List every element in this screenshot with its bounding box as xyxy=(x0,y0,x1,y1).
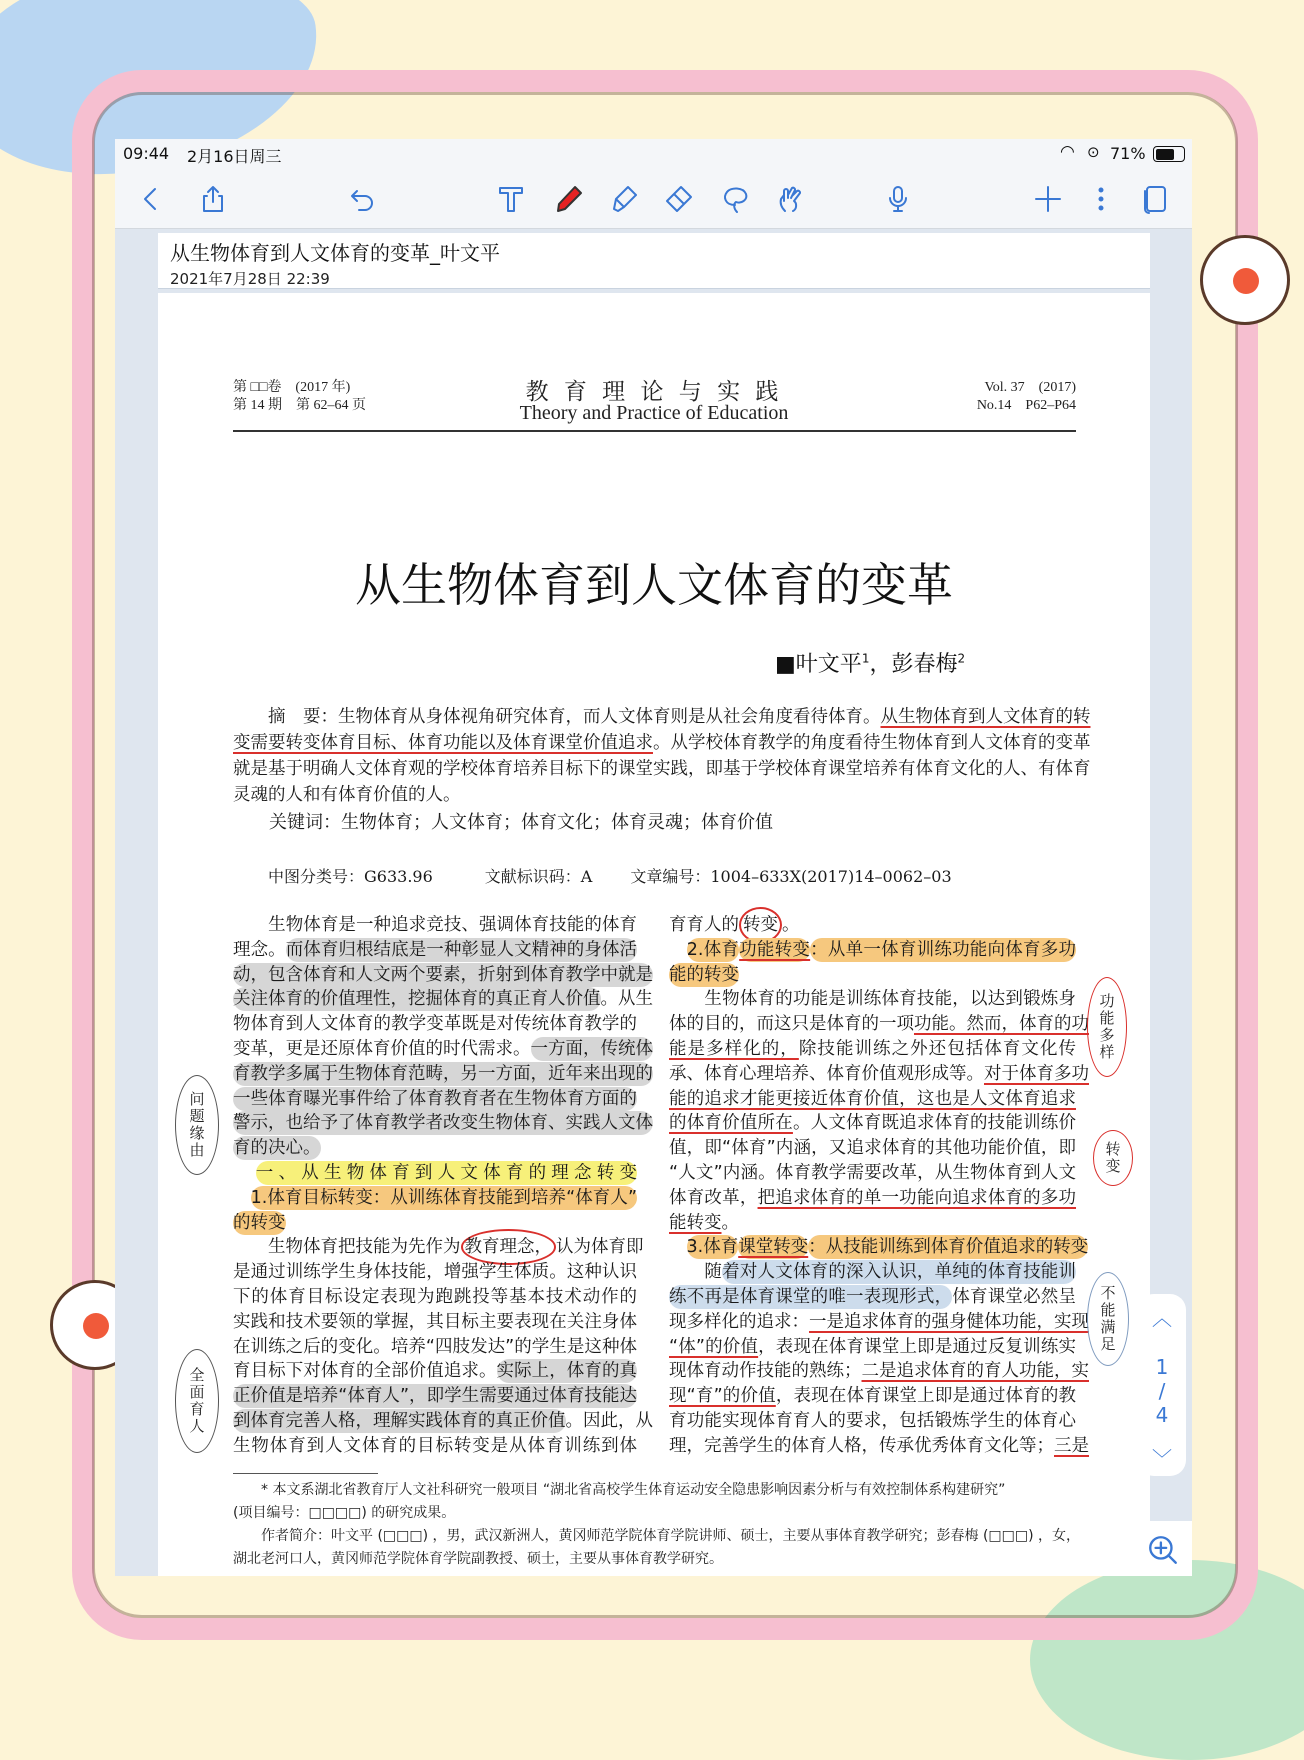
document-code: 文献标识码：A xyxy=(484,867,593,886)
text-segment: 在训练之后的变化。培养“四肢发达”的学生是这种体 xyxy=(233,1336,637,1357)
text-line xyxy=(233,1037,653,1062)
text-line xyxy=(669,913,1076,938)
text-segment: 物体育到人文体育的教学变革既是对传统体育教学的 xyxy=(233,1014,637,1035)
classification xyxy=(268,864,952,887)
text-line xyxy=(233,1384,637,1409)
text-segment: 现多样化的追求： xyxy=(669,1311,809,1332)
text-segment xyxy=(233,1162,256,1184)
footnote xyxy=(233,1479,1083,1571)
page-indicator xyxy=(1138,1294,1186,1476)
text-line xyxy=(233,704,1091,730)
text-line xyxy=(233,782,1076,808)
margin-note: 不能满足 xyxy=(1087,1272,1129,1366)
highlighted-text: 到体育完善人格，理解实践体育的真正价值 xyxy=(233,1411,566,1431)
margin-note: 全面育人 xyxy=(175,1349,219,1453)
underlined-text: “体”的价值 xyxy=(669,1336,759,1357)
text-segment: 。 xyxy=(721,1212,739,1233)
text-line xyxy=(669,1409,1076,1434)
author-affiliation: 2 xyxy=(957,651,966,666)
margin-note: 问题缘由 xyxy=(175,1075,219,1175)
text-segment xyxy=(669,1236,687,1258)
text-segment: 理念。 xyxy=(233,939,286,960)
text-segment: 育功能实现体育育人的要求，包括锻炼学生的体育心 xyxy=(669,1411,1076,1431)
text-segment: 承、体育心理培养、体育价值观形成等。 xyxy=(669,1063,984,1084)
journal-vol: Vol. 37 (2017) xyxy=(984,380,1076,395)
text-line xyxy=(233,1161,637,1186)
footnote-line: 作者简介：叶文平 (□□□) ，男，武汉新洲人，黄冈师范学院体育学院讲师、硕士，主要从事体育教学研究；彭春梅 (□□□) ，女， xyxy=(233,1528,1081,1544)
text-segment: 生物体育的功能是训练体育技能，以达到锻炼身 xyxy=(669,989,1076,1010)
battery-icon xyxy=(1153,146,1185,162)
underlined-text: 能的追求才能更接近体育价值，这也是人文体育追求 xyxy=(669,1088,1076,1109)
journal-volume: 第 □□卷 (2017 年) xyxy=(233,380,351,395)
text-line xyxy=(669,1335,1076,1360)
text-line xyxy=(233,1434,637,1459)
underlined-text: 一是追求体育的强身健体功能，实现 xyxy=(809,1311,1089,1332)
highlighted-text: 2.体育 xyxy=(686,939,740,960)
author-name: 叶文平 xyxy=(795,652,862,677)
highlighted-text: 实际上，体育的真 xyxy=(496,1361,638,1382)
highlighted-text: 育教学多属于生物体育范畴，另一方面，近年来出现的 xyxy=(233,1063,653,1084)
highlighted-text: 3.体育 xyxy=(686,1237,739,1258)
footnote-line: (项目编号：□□□□) 的研究成果。 xyxy=(233,1505,456,1521)
page-separator: / xyxy=(1158,1379,1166,1403)
text-line xyxy=(669,1359,1089,1384)
text-line xyxy=(233,1409,653,1434)
text-line xyxy=(669,938,1076,963)
text-line xyxy=(669,1384,1076,1409)
text-segment: 认为体育即 xyxy=(556,1237,644,1258)
text-segment: 就是基于明确人文体育观的学校体育培养目标下的课堂实践，即基于学校体育课堂培养有体育文化的人、有体育 xyxy=(233,759,1091,779)
underlined-text: 从生物体育到人文体育的转 xyxy=(880,707,1091,727)
text-segment: 。人文体育既追求体育的技能训练价 xyxy=(792,1113,1077,1134)
highlighted-text: 育的决心。 xyxy=(233,1138,321,1159)
footnote-line: 湖北老河口人，黄冈师范学院体育学院副教授、硕士，主要从事体育教学研究。 xyxy=(233,1551,723,1567)
journal-issue: 第 14 期 第 62–64 页 xyxy=(233,398,366,413)
ipad-screen xyxy=(115,139,1192,1576)
text-line xyxy=(669,1136,1076,1161)
highlighted-text: 警示，也给予了体育教学者改变生物体育、实践人文体 xyxy=(233,1113,653,1134)
current-page: 1 xyxy=(1155,1355,1169,1379)
total-pages: 4 xyxy=(1155,1403,1169,1427)
text-segment: 生物体育是一种追求竞技、强调体育技能的体育 xyxy=(233,915,637,935)
text-segment: 育育人的 xyxy=(669,915,739,935)
highlighted-text: 一方面，传统体 xyxy=(530,1039,653,1059)
highlighted-text: 一、从生物体育到人文体育的理念转变 xyxy=(255,1163,638,1183)
text-segment: 体育改革， xyxy=(669,1187,758,1208)
article-authors xyxy=(775,647,965,678)
document-info xyxy=(158,233,1150,289)
text-line xyxy=(669,1434,1089,1459)
highlighted-text: 着对人文体育的深入认识，单纯的体育技能训 xyxy=(722,1262,1077,1283)
text-line xyxy=(233,1211,637,1236)
text-line xyxy=(233,913,637,938)
text-segment: 实践和技术要领的掌握，其目标主要表现在关注身体 xyxy=(233,1311,637,1332)
text-segment: 理，完善学生的体育人格，传承优秀体育文化等； xyxy=(669,1435,1054,1456)
journal-name-en: Theory and Practice of Education xyxy=(519,402,789,424)
underlined-text: 现“育”的价值 xyxy=(669,1386,776,1407)
text-line xyxy=(669,1310,1089,1335)
text-line xyxy=(669,1161,1076,1186)
author-affiliation: 1 xyxy=(861,651,870,666)
text-segment: 体的目的，而这只是体育的一项 xyxy=(669,1014,914,1035)
text-line xyxy=(669,1037,1076,1062)
underlined-text: 课堂转变 xyxy=(738,1237,809,1258)
hand-icon[interactable] xyxy=(773,181,809,217)
text-line xyxy=(233,1136,637,1161)
journal-name-cn: 教 育 理 论 与 实 践 xyxy=(525,379,783,405)
status-date: 2月16日周三 xyxy=(187,147,282,166)
eraser-icon[interactable] xyxy=(661,181,697,217)
text-line xyxy=(233,963,653,988)
underlined-text: 能转变 xyxy=(669,1212,722,1233)
text-segment: 生物体育到人文体育的目标转变是从体育训练到体 xyxy=(233,1435,637,1456)
text-segment: 。从学校体育教学的角度看待生物体育到人文体育的变革 xyxy=(653,733,1091,753)
text-segment: 体育课堂必然呈 xyxy=(952,1287,1077,1307)
highlighted-text: ：从单一体育训练功能向体育多功 xyxy=(810,939,1077,960)
text-line xyxy=(233,730,1091,756)
zoom-in-icon xyxy=(1146,1533,1180,1567)
author-mark: ■ xyxy=(775,652,796,677)
lasso-icon[interactable] xyxy=(717,181,753,217)
highlighted-text: 动，包含体育和人文两个要素，折射到体育教学中就是 xyxy=(233,964,653,985)
highlighted-text: 能的转变 xyxy=(669,964,739,985)
text-line xyxy=(669,1012,1089,1037)
zoom-button[interactable] xyxy=(1128,1521,1192,1576)
chevron-down-icon[interactable]: ﹀ xyxy=(1152,1447,1172,1471)
text-segment: ，表现在体育课堂上即是通过反复训练实 xyxy=(758,1336,1076,1357)
journal-volume-right xyxy=(858,379,1076,415)
text-segment: 现体育动作技能的熟练； xyxy=(669,1361,862,1382)
text-segment xyxy=(669,939,687,961)
text-segment: 值，即“体育”内涵，又追求体育的其他功能价值，即 xyxy=(669,1138,1076,1159)
clc-number: 中图分类号：G633.96 xyxy=(268,867,433,886)
text-line xyxy=(233,1186,637,1211)
text-tool-icon[interactable] xyxy=(493,181,529,217)
underlined-text: 功能。然而，体育的功 xyxy=(914,1014,1089,1035)
decor-flower xyxy=(1200,235,1290,325)
article-number: 文章编号：1004–633X(2017)14–0062–03 xyxy=(630,867,952,886)
text-line xyxy=(233,1335,637,1360)
document-title: 从生物体育到人文体育的变革_叶文平 xyxy=(170,241,500,265)
underlined-text: 功能转变 xyxy=(739,939,811,960)
text-line xyxy=(233,1285,637,1310)
text-segment: 。因此，从 xyxy=(565,1411,653,1431)
text-segment: ，表现在体育课堂上即是通过体育的教 xyxy=(775,1386,1076,1407)
highlighted-text: 关注体育的价值理性，挖掘体育的真正育人价值 xyxy=(233,989,601,1010)
chevron-up-icon[interactable]: ︿ xyxy=(1152,1306,1172,1330)
underlined-text: 三是 xyxy=(1054,1435,1089,1456)
text-segment: 是通过训练学生身体技能，增强学生体质。这种认识 xyxy=(233,1262,637,1283)
wifi-icon: ◠ xyxy=(1060,142,1075,162)
back-icon[interactable] xyxy=(133,181,169,217)
more-icon[interactable] xyxy=(1083,181,1119,217)
footnote-line: * 本文系湖北省教育厅人文社科研究一般项目 “湖北省高校学生体育运动安全隐患影响因素分析与有效控制体系构建研究” xyxy=(233,1482,1006,1498)
text-segment: 。从生 xyxy=(600,989,653,1010)
toolbar xyxy=(115,169,1192,229)
margin-note: 转变 xyxy=(1093,1130,1133,1186)
text-line xyxy=(233,1310,637,1335)
text-line xyxy=(669,1285,1076,1310)
pdf-page xyxy=(158,293,1150,1576)
text-line xyxy=(233,1012,637,1037)
circled-text: 教育理念， xyxy=(461,1229,557,1265)
text-segment: “人文”内涵。体育教学需要改革，从生物体育到人文 xyxy=(669,1163,1076,1183)
highlighted-text: 练不再是体育课堂的唯一表现形式， xyxy=(669,1287,953,1307)
text-segment: 变革，更是还原体育价值的时代需求。 xyxy=(233,1039,531,1059)
text-line xyxy=(233,1062,653,1087)
text-line xyxy=(669,1062,1089,1087)
document-date: 2021年7月28日 22:39 xyxy=(170,270,330,288)
underlined-text: 二是追求体育的育人功能，实 xyxy=(861,1361,1089,1382)
status-bar xyxy=(115,139,1192,169)
text-segment: 灵魂的人和有体育价值的人。 xyxy=(233,785,461,805)
text-segment: 育目标下对体育的全部价值追求。 xyxy=(233,1361,497,1382)
article-title: 从生物体育到人文体育的变革 xyxy=(355,558,953,612)
text-line xyxy=(233,1260,637,1285)
text-line xyxy=(669,1087,1076,1112)
highlighted-text: 而体育归根结底是一种彰显人文精神的身体活 xyxy=(285,939,638,960)
underlined-text: 对于体育多功 xyxy=(984,1063,1089,1084)
author-name: 彭春梅 xyxy=(891,652,958,677)
microphone-icon[interactable] xyxy=(880,181,916,217)
text-segment: 随 xyxy=(669,1262,723,1283)
text-segment: 。 xyxy=(782,915,800,935)
underlined-text: 的体育价值所在 xyxy=(669,1113,793,1134)
text-line xyxy=(669,963,1076,988)
battery-percent: 71% xyxy=(1110,144,1146,163)
circled-text: 转变 xyxy=(739,907,782,943)
header-rule xyxy=(233,430,1076,432)
underlined-text: 变需要转变体育目标、体育功能以及体育课堂价值追求 xyxy=(233,733,653,753)
text-line xyxy=(233,1359,637,1384)
share-icon[interactable] xyxy=(195,181,231,217)
undo-icon[interactable] xyxy=(345,181,381,217)
text-segment: 摘 要：生物体育从身体视角研究体育，而人文体育则是从社会角度看待体育。 xyxy=(233,707,881,727)
text-line xyxy=(669,1235,1089,1260)
highlighted-text: ：从技能训练到体育价值追求的转变 xyxy=(808,1237,1089,1258)
highlighted-text: 1.体育目标转变：从训练体育技能到培养“体育人” xyxy=(250,1187,638,1208)
text-line xyxy=(669,1186,1076,1211)
orientation-lock-icon: ⊙ xyxy=(1087,143,1100,161)
journal-pages: No.14 P62–P64 xyxy=(976,398,1076,413)
text-line xyxy=(233,1111,653,1136)
plus-icon[interactable] xyxy=(1030,181,1066,217)
highlighted-text: 一些体育曝光事件给了体育教育者在生物体育方面的 xyxy=(233,1088,637,1109)
underlined-text: 能是多样化的， xyxy=(669,1039,799,1059)
text-line xyxy=(233,987,653,1012)
pages-icon[interactable] xyxy=(1137,181,1173,217)
text-line xyxy=(233,938,637,963)
highlighted-text: 的转变 xyxy=(233,1212,286,1233)
text-line xyxy=(669,1111,1076,1136)
margin-note: 功能多样 xyxy=(1087,977,1127,1077)
footnote-rule xyxy=(233,1473,378,1474)
text-segment: 除技能训练之外还包括体育文化传 xyxy=(798,1039,1077,1059)
text-line xyxy=(669,987,1076,1012)
highlighter-icon[interactable] xyxy=(606,181,642,217)
author-separator: ， xyxy=(869,652,892,677)
underlined-text: 把追求体育的单一功能向追求体育的多功 xyxy=(757,1187,1077,1208)
text-line xyxy=(233,756,1091,782)
text-segment: 下的体育目标设定表现为跑跳投等基本技术动作的 xyxy=(233,1287,637,1307)
text-segment xyxy=(233,1187,251,1209)
text-segment: 生物体育把技能为先作为 xyxy=(233,1237,461,1258)
highlighted-text: 正价值是培养“体育人”，即学生需要通过体育技能达 xyxy=(233,1386,637,1407)
text-line xyxy=(233,1087,637,1112)
pen-icon[interactable] xyxy=(551,181,587,217)
keywords: 关键词：生物体育；人文体育；体育文化；体育灵魂；体育价值 xyxy=(233,812,773,833)
text-line xyxy=(669,1211,1076,1236)
text-line xyxy=(669,1260,1076,1285)
text-line xyxy=(233,1235,644,1260)
status-time: 09:44 xyxy=(123,144,170,163)
